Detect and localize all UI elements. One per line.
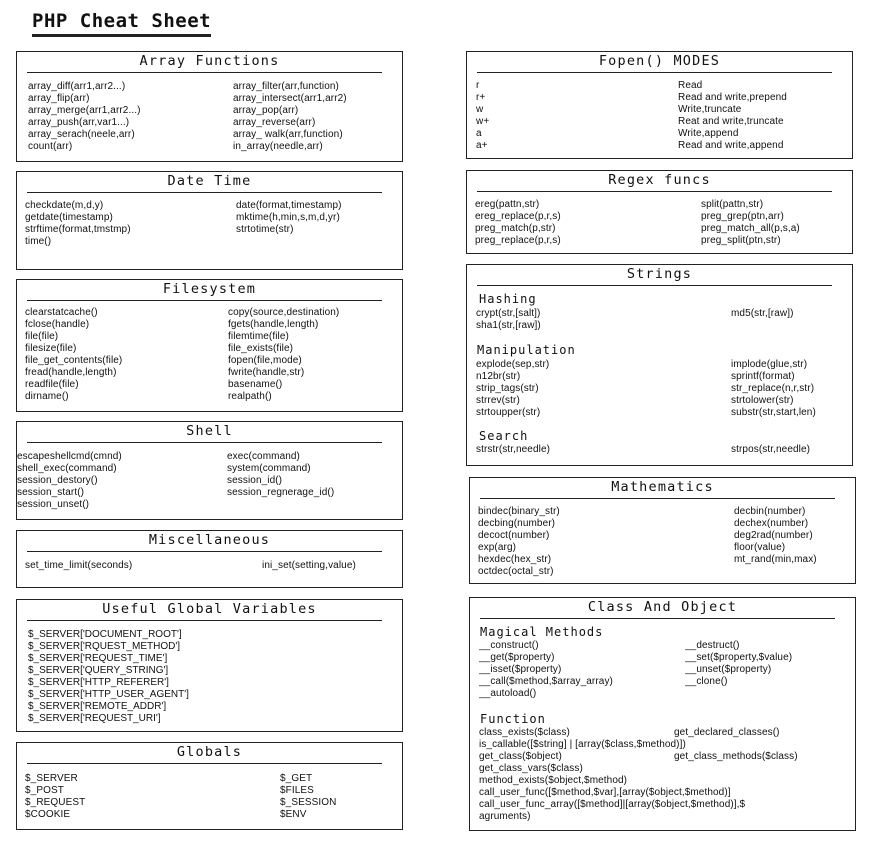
function-entry: array_reverse(arr) — [233, 117, 316, 128]
function-entry: time() — [25, 236, 52, 247]
global-variable-entry: $_SERVER['HTTP_REFERER'] — [28, 677, 169, 688]
function-entry: filemtime(file) — [228, 331, 289, 342]
function-entry: strtoupper(str) — [476, 407, 541, 418]
global-variable-entry: $_SERVER['REMOTE_ADDR'] — [28, 701, 167, 712]
global-variable-entry: $_SERVER['REQUEST_TIME'] — [28, 653, 168, 664]
panel-heading: Miscellaneous — [148, 532, 271, 548]
function-entry: fgets(handle,length) — [228, 319, 319, 330]
class-and-object-panel — [469, 597, 856, 831]
function-entry: readfile(file) — [25, 379, 79, 390]
function-entry: strftime(format,tmstmp) — [25, 224, 131, 235]
function-entry: file_exists(file) — [228, 343, 294, 354]
function-list — [479, 727, 855, 823]
divider — [27, 300, 382, 301]
miscellaneous-list — [25, 560, 401, 572]
function-entry: Write,truncate — [678, 104, 742, 115]
globals-panel — [16, 742, 403, 830]
shell-list — [17, 451, 401, 511]
strings-panel — [466, 264, 853, 466]
function-entry: array_flip(arr) — [28, 93, 90, 104]
function-entry: fopen(file,mode) — [228, 355, 302, 366]
function-entry: strtolower(str) — [731, 395, 794, 406]
function-entry: call_user_func([$method,$var],[array($object,$method)] — [479, 787, 731, 798]
function-entry: session_destory() — [17, 475, 98, 486]
panel-heading: Shell — [186, 423, 233, 439]
miscellaneous-panel — [16, 530, 403, 588]
global-variable-entry: $_SERVER['QUERY_STRING'] — [28, 665, 169, 676]
function-entry — [227, 499, 401, 511]
date-time-panel — [16, 171, 403, 270]
function-entry: filesize(file) — [25, 343, 77, 354]
magical-methods-list — [479, 640, 855, 700]
function-entry: Read — [678, 80, 703, 91]
function-entry: fread(handle,length) — [25, 367, 117, 378]
function-entry: escapeshellcmd(cmnd) — [17, 451, 122, 462]
function-entry: explode(sep,str) — [476, 359, 550, 370]
divider — [27, 620, 382, 621]
panel-heading: Date Time — [167, 173, 252, 189]
function-entry: array_serach(neele,arr) — [28, 129, 135, 140]
function-entry: array_push(arr,var1...) — [28, 117, 130, 128]
search-list — [476, 444, 852, 456]
function-entry: Read and write,append — [678, 140, 784, 151]
function-entry: __destruct() — [685, 640, 740, 651]
function-entry: clearstatcache() — [25, 307, 98, 318]
function-entry: system(command) — [227, 463, 311, 474]
fopen-modes-list — [476, 80, 850, 152]
divider — [477, 191, 832, 192]
function-entry: in_array(needle,arr) — [233, 141, 323, 152]
function-entry: $FILES — [280, 785, 314, 796]
function-entry: $ENV — [280, 809, 307, 820]
function-entry: preg_match_all(p,s,a) — [701, 223, 800, 234]
function-entry: dirname() — [25, 391, 69, 402]
function-entry: Reat and write,truncate — [678, 116, 784, 127]
function-entry: realpath() — [228, 391, 272, 402]
function-entry: getdate(timestamp) — [25, 212, 113, 223]
function-entry: array_diff(arr1,arr2...) — [28, 81, 126, 92]
function-entry: decbin(number) — [734, 506, 806, 517]
divider — [27, 551, 382, 552]
date-time-list — [25, 200, 399, 248]
divider — [27, 763, 382, 764]
function-entry — [236, 236, 399, 248]
function-entry: ini_set(setting,value) — [262, 560, 356, 571]
function-entry: file(file) — [25, 331, 59, 342]
function-entry: preg_replace(p,r,s) — [475, 235, 561, 246]
function-entry: split(pattn,str) — [701, 199, 764, 210]
panel-heading: Array Functions — [139, 53, 280, 69]
function-entry: __unset($property) — [685, 664, 772, 675]
function-entry: get_class($object) — [479, 751, 562, 762]
panel-heading: Regex funcs — [608, 172, 711, 188]
search-subheading: Search — [479, 429, 529, 443]
function-entry: strstr(str,needle) — [476, 444, 551, 455]
function-entry: $_POST — [25, 785, 64, 796]
panel-heading: Filesystem — [162, 281, 257, 297]
function-entry: md5(str,[raw]) — [731, 308, 794, 319]
function-entry: strtotime(str) — [236, 224, 294, 235]
panel-heading: Mathematics — [611, 479, 714, 495]
page-title: PHP Cheat Sheet — [32, 10, 211, 37]
function-subheading: Function — [480, 712, 546, 726]
function-entry: date(format,timestamp) — [236, 200, 342, 211]
panel-heading: Globals — [176, 744, 243, 760]
divider — [27, 192, 382, 193]
function-entry: ereg_replace(p,r,s) — [475, 211, 561, 222]
function-entry: preg_grep(ptn,arr) — [701, 211, 784, 222]
array-functions-panel — [16, 51, 403, 162]
function-entry: array_ walk(arr,function) — [233, 129, 343, 140]
filesystem-panel — [16, 279, 403, 412]
function-entry: a+ — [476, 140, 488, 151]
function-entry: r+ — [476, 92, 486, 103]
function-entry: class_exists($class) — [479, 727, 570, 738]
function-entry: __get($property) — [479, 652, 555, 663]
function-entry: array_pop(arr) — [233, 105, 299, 116]
function-entry: get_declared_classes() — [674, 727, 780, 738]
function-entry: deg2rad(number) — [734, 530, 813, 541]
function-entry: copy(source,destination) — [228, 307, 340, 318]
function-entry: strpos(str,needle) — [731, 444, 811, 455]
function-entry: $_SESSION — [280, 797, 337, 808]
function-entry: session_id() — [227, 475, 283, 486]
global-variable-entry: $_SERVER['HTTP_USER_AGENT'] — [28, 689, 189, 700]
global-variable-entry: $_SERVER['DOCUMENT_ROOT'] — [28, 629, 182, 640]
function-entry: sprintf(format) — [731, 371, 795, 382]
function-entry: array_filter(arr,function) — [233, 81, 339, 92]
function-entry: __call($method,$array_array) — [479, 676, 613, 687]
function-entry: __isset($property) — [479, 664, 562, 675]
function-entry: octdec(octal_str) — [478, 566, 554, 577]
function-entry: a — [476, 128, 482, 139]
function-entry: set_time_limit(seconds) — [25, 560, 133, 571]
function-entry: basename() — [228, 379, 283, 390]
function-entry: ereg(pattn,str) — [475, 199, 540, 210]
function-entry: exec(command) — [227, 451, 300, 462]
function-entry: w+ — [476, 116, 490, 127]
function-entry: array_merge(arr1,arr2...) — [28, 105, 141, 116]
manipulation-list — [476, 359, 852, 419]
divider — [27, 442, 382, 443]
function-entry: __set($property,$value) — [685, 652, 793, 663]
function-entry: str_replace(n,r,str) — [731, 383, 815, 394]
function-entry: bindec(binary_str) — [478, 506, 560, 517]
function-entry: preg_match(p,str) — [475, 223, 556, 234]
function-entry: decbing(number) — [478, 518, 556, 529]
divider — [480, 618, 835, 619]
function-entry: __autoload() — [479, 688, 537, 699]
function-entry: crypt(str,[salt]) — [476, 308, 541, 319]
function-entry: $_REQUEST — [25, 797, 86, 808]
function-entry: Write,append — [678, 128, 739, 139]
global-variable-entry: $_SERVER['RQUEST_METHOD'] — [28, 641, 181, 652]
function-entry: dechex(number) — [734, 518, 809, 529]
manipulation-subheading: Manipulation — [477, 343, 576, 357]
shell-panel — [16, 421, 403, 520]
function-entry: $COOKIE — [25, 809, 71, 820]
function-entry: session_unset() — [17, 499, 90, 510]
hashing-subheading: Hashing — [479, 292, 537, 306]
useful-global-variables-panel — [16, 599, 403, 732]
divider — [480, 498, 835, 499]
divider — [477, 72, 832, 73]
function-entry: method_exists($object,$method) — [479, 775, 628, 786]
function-entry — [731, 320, 852, 332]
function-entry: shell_exec(command) — [17, 463, 117, 474]
function-entry: session_start() — [17, 487, 85, 498]
function-entry: preg_split(ptn,str) — [701, 235, 781, 246]
function-entry: decoct(number) — [478, 530, 550, 541]
function-entry: fwrite(handle,str) — [228, 367, 305, 378]
filesystem-list — [25, 307, 401, 403]
function-entry: agruments) — [479, 811, 531, 822]
function-entry: Read and write,prepend — [678, 92, 787, 103]
magical-methods-subheading: Magical Methods — [480, 625, 604, 639]
function-entry: array_intersect(arr1,arr2) — [233, 93, 347, 104]
divider — [477, 285, 832, 286]
function-entry: mktime(h,min,s,m,d,yr) — [236, 212, 340, 223]
hashing-list — [476, 308, 852, 332]
fopen-modes-panel — [466, 51, 853, 159]
panel-heading: Fopen() MODES — [598, 53, 721, 69]
function-entry: __construct() — [479, 640, 539, 651]
function-entry: w — [476, 104, 484, 115]
array-functions-list — [28, 81, 398, 153]
function-entry: hexdec(hex_str) — [478, 554, 552, 565]
function-entry: fclose(handle) — [25, 319, 90, 330]
function-entry: strip_tags(str) — [476, 383, 539, 394]
globals-list — [25, 773, 401, 821]
function-entry: file_get_contents(file) — [25, 355, 123, 366]
global-variables-list — [28, 629, 189, 725]
divider — [27, 72, 382, 73]
function-entry: call_user_func_array([$method]|[array($object,$method)],$ — [479, 799, 746, 810]
panel-heading: Class And Object — [587, 599, 738, 615]
regex-funcs-panel — [466, 170, 853, 254]
function-entry — [685, 688, 855, 700]
function-entry: $_GET — [280, 773, 313, 784]
global-variable-entry: $_SERVER['REQUEST_URI'] — [28, 713, 161, 724]
function-entry: r — [476, 80, 480, 91]
function-entry: n12br(str) — [476, 371, 521, 382]
function-entry: strrev(str) — [476, 395, 520, 406]
mathematics-panel — [469, 477, 856, 584]
function-entry: count(arr) — [28, 141, 73, 152]
function-entry: is_callable([$string] | [array($class,$method)]) — [479, 739, 686, 750]
function-entry: floor(value) — [734, 542, 786, 553]
function-entry — [734, 566, 854, 578]
function-entry: get_class_methods($class) — [674, 751, 798, 762]
function-entry: exp(arg) — [478, 542, 517, 553]
function-entry: checkdate(m,d,y) — [25, 200, 104, 211]
function-entry: substr(str,start,len) — [731, 407, 816, 418]
function-entry: mt_rand(min,max) — [734, 554, 817, 565]
mathematics-list — [478, 506, 854, 578]
function-entry: implode(glue,str) — [731, 359, 808, 370]
function-entry: session_regnerage_id() — [227, 487, 335, 498]
panel-heading: Strings — [626, 266, 693, 282]
regex-funcs-list — [475, 199, 851, 247]
panel-heading: Useful Global Variables — [102, 601, 317, 617]
function-entry: __clone() — [685, 676, 728, 687]
function-entry: sha1(str,[raw]) — [476, 320, 541, 331]
function-entry: $_SERVER — [25, 773, 78, 784]
function-entry: get_class_vars($class) — [479, 763, 583, 774]
